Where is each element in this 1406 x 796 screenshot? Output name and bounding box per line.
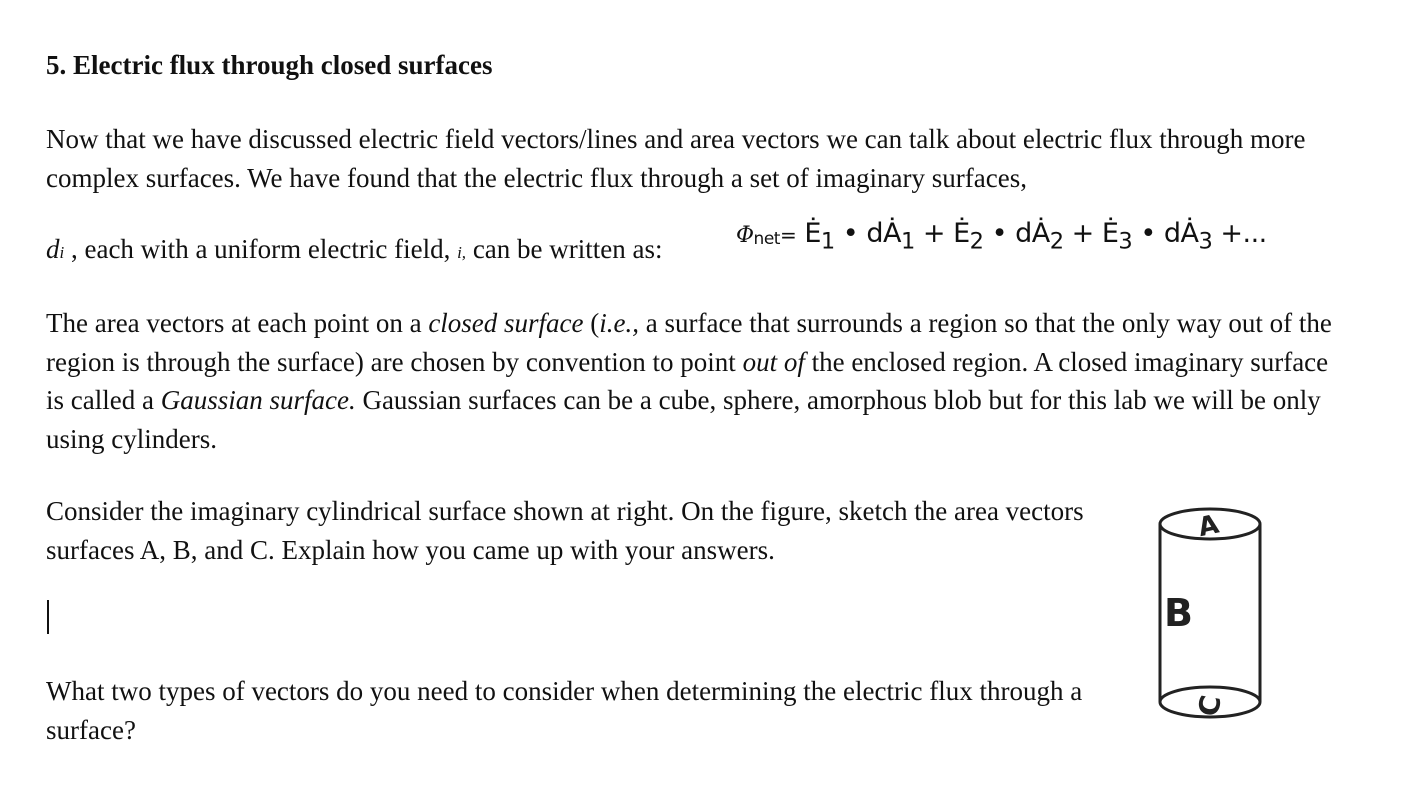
e2-sub: 2 [969, 228, 984, 255]
da3: dȦ [1163, 218, 1199, 249]
equals-sign: = [779, 223, 797, 247]
da2: dȦ [1015, 218, 1050, 249]
da2-sub: 2 [1049, 228, 1064, 255]
p3-text-5: a surface that surrounds a region so that the only way out of the region is through the surface) are chosen by convention to point [46, 308, 1332, 377]
paragraph-closed-surface [46, 304, 1346, 458]
line2-text-2: can be written as: [466, 234, 663, 264]
section-heading: 5. Electric flux through closed surfaces [46, 50, 493, 80]
line2-text-1: , each with a uniform electric field, [64, 234, 458, 264]
paragraph-vector-types-question: What two types of vectors do you need to consider when determining the electric flux through a surface? [46, 676, 1083, 745]
dot-2: • [991, 218, 1007, 249]
p3-text-7: the enclosed region. A closed imaginary surface is called a [46, 346, 1329, 415]
d-symbol: d [46, 234, 60, 264]
ellipsis: +... [1220, 218, 1267, 249]
p3-text-9: Gaussian surfaces can be a cube, sphere, amorphous blob but for this lab we will be only using cylinders. [46, 385, 1321, 454]
p3-ie: i.e., [599, 308, 640, 338]
field-subscript: i, [457, 243, 467, 262]
e3-sub: 3 [1118, 228, 1133, 255]
phi-symbol: Φ [736, 223, 754, 248]
paragraph-cylinder-question: Consider the imaginary cylindrical surface shown at right. On the figure, sketch the area vectors surfaces A, B, and C. Explain how you came up with your answers. [46, 496, 1084, 565]
p3-gaussian-surface: Gaussian surface. [160, 385, 356, 415]
dot-1: • [842, 218, 859, 249]
e3: Ė [1101, 218, 1119, 249]
d-subscript: i [59, 243, 65, 262]
da1: dȦ [866, 218, 901, 249]
text-cursor[interactable] [47, 600, 49, 634]
cylinder-figure [1152, 502, 1270, 732]
paragraph-intro: Now that we have discussed electric field vectors/lines and area vectors we can talk about electric flux through more complex surfaces. We have found that the electric flux through a set of imaginary surfaces, [46, 124, 1306, 193]
label-a: A [1195, 509, 1222, 544]
e2: Ė [953, 218, 970, 249]
flux-equation [736, 218, 1267, 254]
net-subscript: net [753, 229, 780, 249]
dot-3: • [1140, 218, 1156, 249]
da1-sub: 1 [900, 228, 915, 255]
p3-closed-surface: closed surface [428, 308, 584, 338]
label-b: B [1164, 591, 1193, 635]
p3-out-of: out of [742, 346, 805, 377]
da3-sub: 3 [1198, 228, 1213, 255]
p3-text-3: ( [583, 308, 600, 338]
label-c: C [1191, 692, 1228, 719]
p3-text-1: The area vectors at each point on a [46, 308, 429, 338]
plus-2: + [1071, 218, 1094, 249]
e1: Ė [804, 218, 821, 249]
e1-sub: 1 [820, 228, 835, 255]
plus-1: + [922, 218, 945, 249]
paragraph-flux-sum [46, 234, 663, 265]
